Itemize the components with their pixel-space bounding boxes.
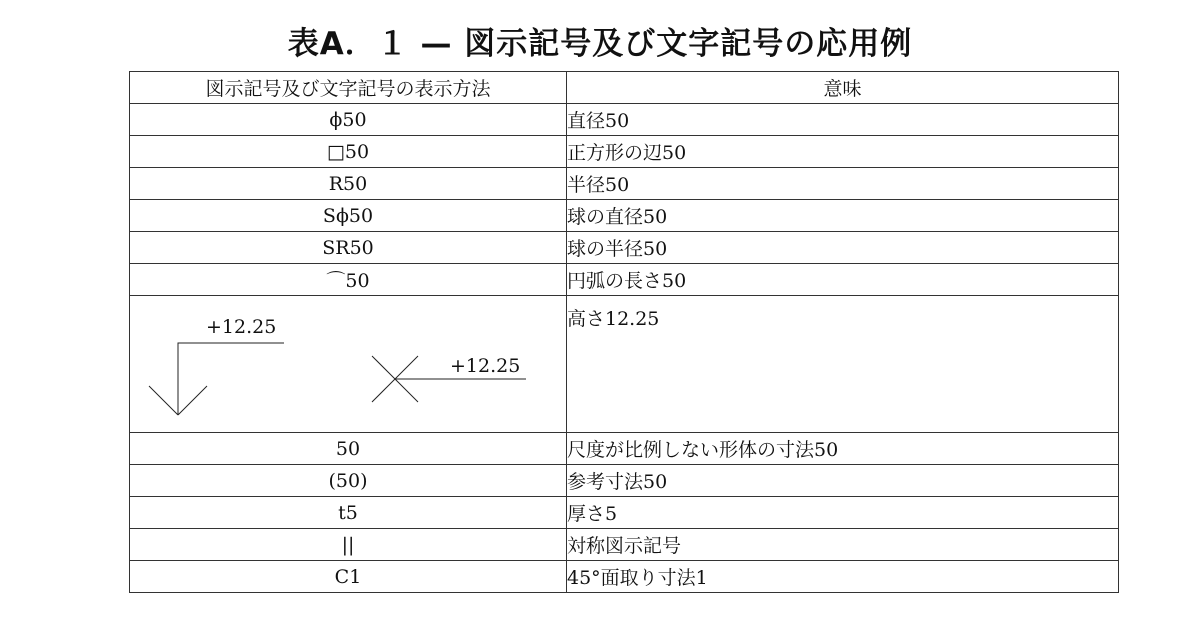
meaning-cell: 参考寸法50 xyxy=(567,465,1119,497)
header-notation: 図示記号及び文字記号の表示方法 xyxy=(130,72,567,104)
symbol-cell: (50) xyxy=(130,465,567,497)
symbol-cell: □50 xyxy=(130,136,567,168)
meaning-cell: 尺度が比例しない形体の寸法50 xyxy=(567,433,1119,465)
meaning-cell: 45°面取り寸法1 xyxy=(567,561,1119,593)
symbol-table xyxy=(129,71,1119,593)
height-symbol-cell xyxy=(130,296,567,433)
symbol-cell: t5 xyxy=(130,497,567,529)
meaning-cell: 円弧の長さ50 xyxy=(567,264,1119,296)
table-row xyxy=(130,200,1119,232)
meaning-cell: 半径50 xyxy=(567,168,1119,200)
meaning-cell: 球の直径50 xyxy=(567,200,1119,232)
symbol-cell: C1 xyxy=(130,561,567,593)
table-row xyxy=(130,264,1119,296)
table-row xyxy=(130,232,1119,264)
header-meaning: 意味 xyxy=(567,72,1119,104)
table-row xyxy=(130,296,1119,433)
table-row xyxy=(130,465,1119,497)
height-value-left: +12.25 xyxy=(206,316,277,338)
meaning-cell: 正方形の辺50 xyxy=(567,136,1119,168)
meaning-cell: 球の半径50 xyxy=(567,232,1119,264)
table-row xyxy=(130,136,1119,168)
symbol-cell: || xyxy=(130,529,567,561)
table-row xyxy=(130,104,1119,136)
meaning-cell: 厚さ5 xyxy=(567,497,1119,529)
arrow-left-stroke xyxy=(149,386,178,415)
table-row xyxy=(130,497,1119,529)
table-row xyxy=(130,561,1119,593)
symbol-cell: Sϕ50 xyxy=(130,200,567,232)
height-diagram xyxy=(130,300,566,428)
meaning-cell: 高さ12.25 xyxy=(567,296,1119,433)
table-row xyxy=(130,433,1119,465)
table-header-row xyxy=(130,72,1119,104)
table-title: 表A．１ — 図示記号及び文字記号の応用例 xyxy=(287,26,913,62)
symbol-cell: SR50 xyxy=(130,232,567,264)
table-row xyxy=(130,529,1119,561)
table-row xyxy=(130,168,1119,200)
height-value-right: +12.25 xyxy=(450,355,521,377)
symbol-cell: R50 xyxy=(130,168,567,200)
meaning-cell: 対称図示記号 xyxy=(567,529,1119,561)
symbol-cell: ⌒50 xyxy=(130,264,567,296)
arrow-right-stroke xyxy=(178,386,207,415)
symbol-cell: ϕ50 xyxy=(130,104,567,136)
symbol-cell: 50 xyxy=(130,433,567,465)
leader-line-left xyxy=(178,343,284,415)
meaning-cell: 直径50 xyxy=(567,104,1119,136)
